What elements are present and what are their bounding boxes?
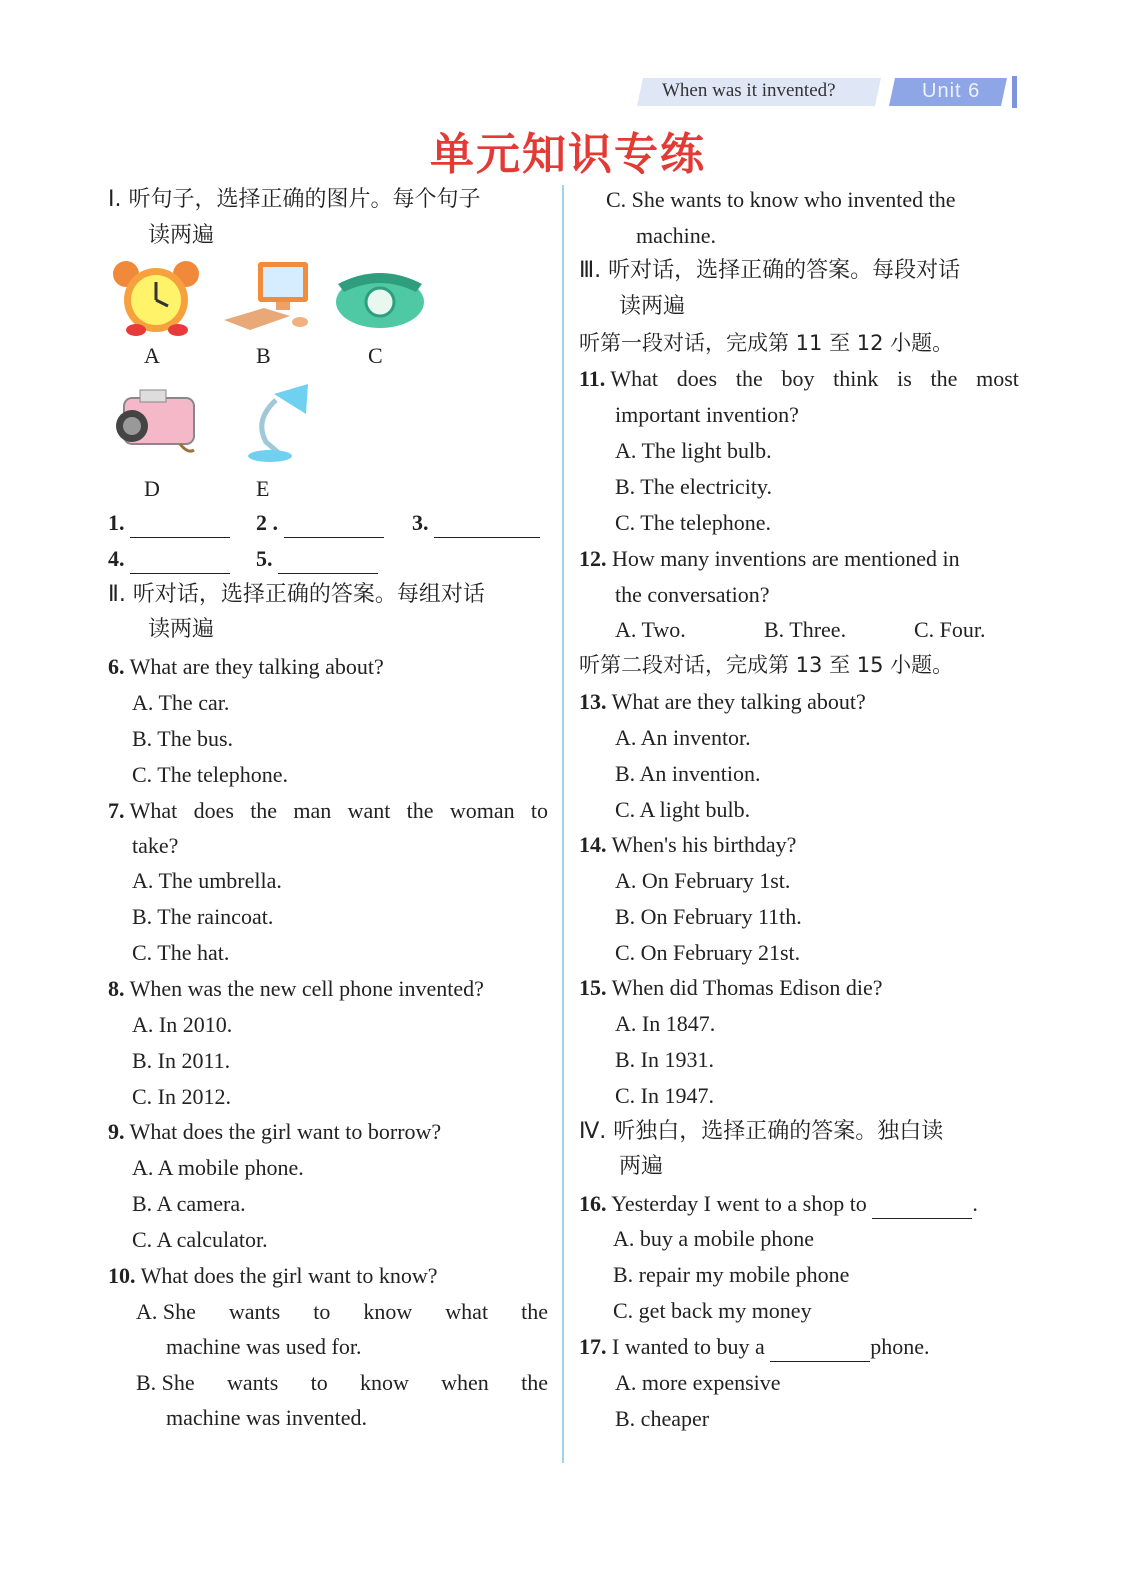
question-16	[579, 1189, 978, 1219]
question-number: 11.	[579, 366, 606, 391]
computer-icon	[220, 258, 315, 336]
column-divider	[562, 185, 564, 1463]
word: know	[363, 1299, 413, 1324]
q13-option-a[interactable]: A. An inventor.	[615, 725, 751, 750]
blank-line[interactable]	[130, 515, 230, 538]
question-10	[108, 1261, 438, 1291]
q10-option-c[interactable]: C. She wants to know who invented the	[606, 187, 956, 212]
word: the	[735, 366, 763, 391]
section-2-heading-cont: 读两遍	[148, 617, 215, 642]
picture-label-e: E	[256, 476, 270, 501]
word: boy	[781, 366, 815, 391]
q10-option-a-cont: machine was used for.	[166, 1334, 362, 1359]
camera-icon	[110, 384, 200, 456]
question-8	[108, 974, 484, 1004]
blank-line[interactable]	[284, 515, 384, 538]
question-17	[579, 1332, 930, 1362]
question-number: 7.	[108, 798, 125, 823]
q9-option-b[interactable]: B. A camera.	[132, 1191, 246, 1216]
section-1-heading-cont: 读两遍	[148, 223, 215, 248]
picture-label-b: B	[256, 343, 271, 368]
question-text: Yesterday I went to a shop to	[611, 1191, 867, 1216]
page-title: 单元知识专练	[430, 129, 706, 180]
question-11	[579, 364, 1019, 394]
picture-label-a: A	[144, 343, 160, 368]
blank-number: 1.	[108, 510, 125, 535]
q9-option-c[interactable]: C. A calculator.	[132, 1227, 268, 1252]
question-text: What does the girl want to know?	[140, 1263, 438, 1288]
answer-blank-4[interactable]	[108, 544, 230, 574]
q13-option-b[interactable]: B. An invention.	[615, 761, 761, 786]
blank-number: 2 .	[256, 510, 278, 535]
section-3-heading: Ⅲ. 听对话，选择正确的答案。每段对话	[579, 258, 961, 283]
question-text: I wanted to buy a	[612, 1334, 765, 1359]
q10-option-b-cont: machine was invented.	[166, 1405, 367, 1430]
q11-option-c[interactable]: C. The telephone.	[615, 510, 771, 535]
word: the	[406, 798, 434, 823]
word: the	[521, 1370, 548, 1395]
word: is	[897, 366, 912, 391]
word: what	[445, 1299, 489, 1324]
unit-badge-label: Unit 6	[922, 80, 981, 102]
q16-option-a[interactable]: A. buy a mobile phone	[613, 1226, 815, 1251]
word: want	[347, 798, 391, 823]
question-number: 9.	[108, 1119, 125, 1144]
q13-option-c[interactable]: C. A light bulb.	[615, 797, 751, 822]
q9-option-a[interactable]: A. A mobile phone.	[132, 1155, 304, 1180]
q8-option-c[interactable]: C. In 2012.	[132, 1084, 231, 1109]
question-number: 15.	[579, 975, 607, 1000]
word: does	[193, 798, 234, 823]
q14-option-b[interactable]: B. On February 11th.	[615, 904, 802, 929]
q14-option-c[interactable]: C. On February 21st.	[615, 940, 801, 965]
dialogue-1-instruction: 听第一段对话，完成第 11 至 12 小题。	[579, 331, 954, 355]
section-4-heading-cont: 两遍	[619, 1154, 664, 1179]
question-number: 17.	[579, 1334, 607, 1359]
blank-number: 4.	[108, 546, 125, 571]
word: the	[250, 798, 278, 823]
word: the	[930, 366, 958, 391]
question-13	[579, 687, 866, 717]
question-text: How many inventions are mentioned in	[612, 546, 960, 571]
word: wants	[228, 1299, 281, 1324]
word: to	[313, 1299, 331, 1324]
q16-option-b[interactable]: B. repair my mobile phone	[613, 1262, 850, 1287]
question-text: What are they talking about?	[611, 689, 866, 714]
question-number: 12.	[579, 546, 607, 571]
word: What	[129, 798, 178, 823]
answer-blank-2[interactable]	[256, 508, 384, 538]
word: A. She	[136, 1299, 196, 1324]
word: B. She	[136, 1370, 195, 1395]
q17-option-a[interactable]: A. more expensive	[615, 1370, 781, 1395]
question-text: When's his birthday?	[611, 832, 797, 857]
blank-line[interactable]	[130, 551, 230, 574]
question-12	[579, 544, 960, 574]
q6-option-a[interactable]: A. The car.	[132, 690, 230, 715]
alarm-clock-icon	[106, 258, 206, 338]
question-end: .	[972, 1191, 978, 1216]
question-7	[108, 796, 548, 826]
q10-option-c-cont: machine.	[636, 223, 717, 248]
word: man	[293, 798, 332, 823]
q7-option-c[interactable]: C. The hat.	[132, 940, 230, 965]
question-number: 10.	[108, 1263, 136, 1288]
q6-option-b[interactable]: B. The bus.	[132, 726, 234, 751]
question-12-cont: the conversation?	[615, 582, 770, 607]
question-text: What does the girl want to borrow?	[129, 1119, 442, 1144]
question-number: 6.	[108, 654, 125, 679]
q8-option-b[interactable]: B. In 2011.	[132, 1048, 231, 1073]
dialogue-2-instruction: 听第二段对话，完成第 13 至 15 小题。	[579, 653, 954, 677]
answer-blank-3[interactable]	[412, 508, 540, 538]
q12-option-b[interactable]: B. Three.	[764, 617, 847, 642]
word: wants	[226, 1370, 279, 1395]
q15-option-b[interactable]: B. In 1931.	[615, 1047, 714, 1072]
q12-option-c[interactable]: C. Four.	[914, 617, 986, 642]
q7-option-a[interactable]: A. The umbrella.	[132, 868, 282, 893]
q11-option-b[interactable]: B. The electricity.	[615, 474, 772, 499]
q14-option-a[interactable]: A. On February 1st.	[615, 868, 791, 893]
word: to	[310, 1370, 328, 1395]
blank-number: 5.	[256, 546, 273, 571]
q15-option-a[interactable]: A. In 1847.	[615, 1011, 716, 1036]
question-14	[579, 830, 796, 860]
question-9	[108, 1117, 441, 1147]
section-3-heading-cont: 读两遍	[619, 294, 686, 319]
q10-option-a[interactable]	[136, 1297, 548, 1327]
desk-lamp-icon	[240, 380, 320, 464]
word: most	[976, 366, 1019, 391]
word: What	[610, 366, 659, 391]
question-7-cont: take?	[132, 833, 179, 858]
question-15	[579, 973, 882, 1003]
q11-option-a[interactable]: A. The light bulb.	[615, 438, 772, 463]
answer-blank[interactable]	[770, 1339, 870, 1362]
answer-blank[interactable]	[872, 1196, 972, 1219]
q16-option-c[interactable]: C. get back my money	[613, 1298, 812, 1323]
answer-blank-5[interactable]	[256, 544, 378, 574]
question-number: 16.	[579, 1191, 607, 1216]
q6-option-c[interactable]: C. The telephone.	[132, 762, 288, 787]
question-number: 13.	[579, 689, 607, 714]
question-11-cont: important invention?	[615, 402, 799, 427]
section-4-heading: Ⅳ. 听独白，选择正确的答案。独白读	[579, 1119, 944, 1144]
q12-option-a[interactable]: A. Two.	[615, 617, 686, 642]
q8-option-a[interactable]: A. In 2010.	[132, 1012, 233, 1037]
q7-option-b[interactable]: B. The raincoat.	[132, 904, 274, 929]
question-6	[108, 652, 384, 682]
word: does	[676, 366, 718, 391]
word: to	[530, 798, 548, 823]
picture-label-d: D	[144, 476, 160, 501]
question-number: 8.	[108, 976, 125, 1001]
q10-option-b[interactable]	[136, 1368, 548, 1398]
header-accent-bar	[1012, 76, 1017, 108]
question-end: phone.	[870, 1334, 930, 1359]
blank-line[interactable]	[434, 515, 540, 538]
section-1-heading: Ⅰ. 听句子，选择正确的图片。每个句子	[108, 187, 481, 212]
section-2-heading: Ⅱ. 听对话，选择正确的答案。每组对话	[108, 582, 485, 607]
question-text: What are they talking about?	[129, 654, 384, 679]
word: think	[833, 366, 879, 391]
question-number: 14.	[579, 832, 607, 857]
header-tab-text: When was it invented?	[662, 80, 836, 101]
word: know	[359, 1370, 409, 1395]
question-text: When was the new cell phone invented?	[129, 976, 484, 1001]
picture-label-c: C	[368, 343, 383, 368]
answer-blank-1[interactable]	[108, 508, 230, 538]
blank-number: 3.	[412, 510, 429, 535]
telephone-icon	[330, 262, 430, 332]
q15-option-c[interactable]: C. In 1947.	[615, 1083, 714, 1108]
q17-option-b[interactable]: B. cheaper	[615, 1406, 710, 1431]
word: woman	[449, 798, 515, 823]
word: the	[521, 1299, 548, 1324]
word: when	[441, 1370, 489, 1395]
question-text: When did Thomas Edison die?	[611, 975, 883, 1000]
blank-line[interactable]	[278, 551, 378, 574]
